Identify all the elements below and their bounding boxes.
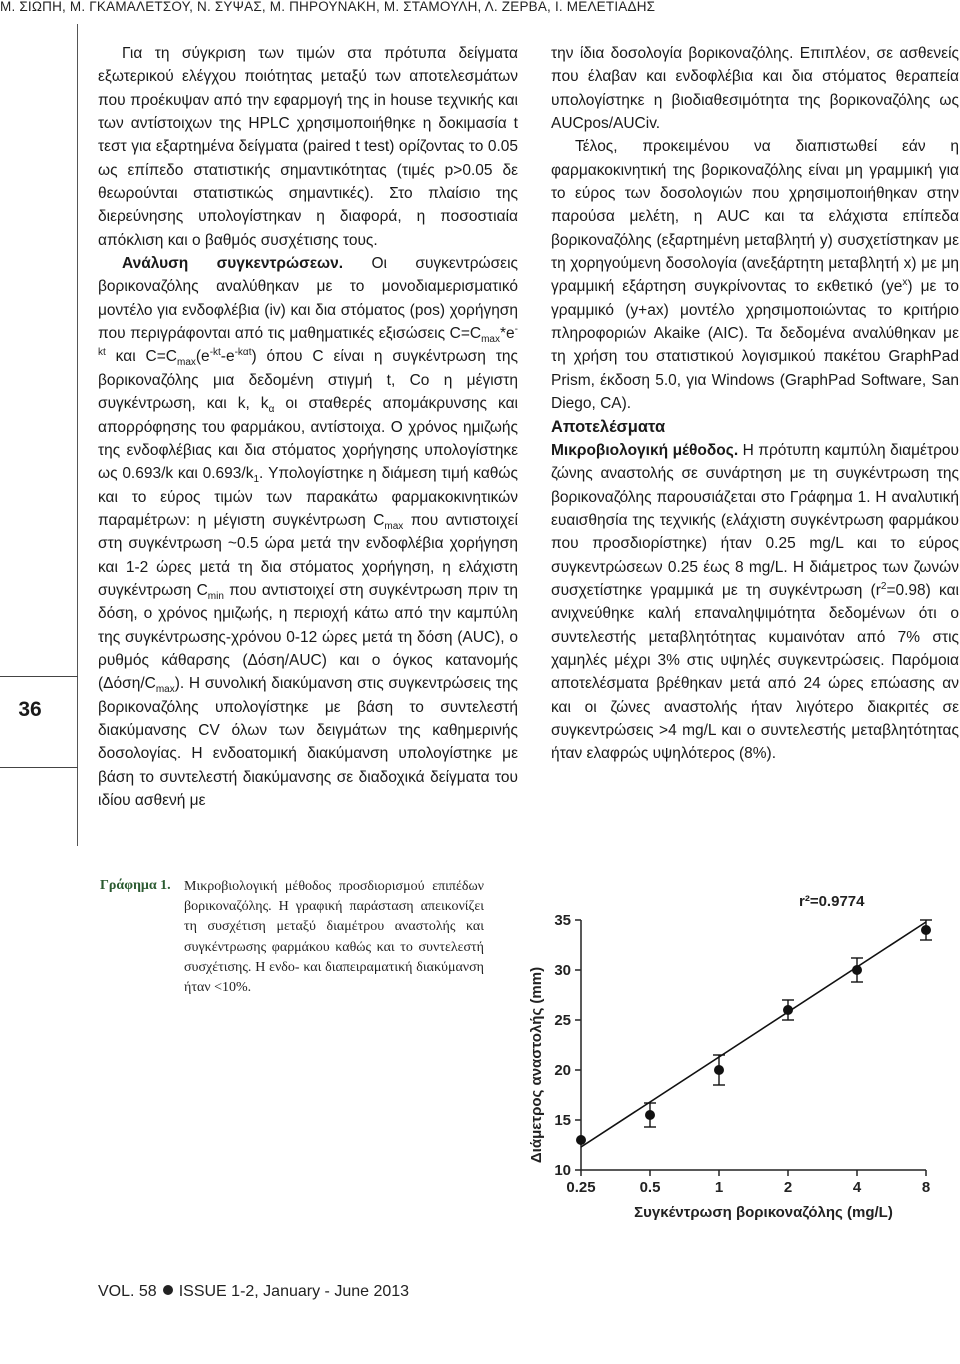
text-run: Οι συγκεντρώσεις βορικοναζόλης αναλύθηκαν με το μονοδιαμερισματικό μοντέλο για ενδοφλέβια (iv) και δια στόματος (pos) χορήγηση που περιγράφονται από τις μαθηματικές εξισώσεις C=C: [98, 255, 519, 343]
chart-zone-diameter: [516, 880, 946, 1240]
x-tick-label: 8: [921, 1179, 931, 1196]
superscript: 2: [880, 580, 887, 592]
data-point: [783, 1005, 793, 1015]
text-run: *e: [500, 325, 515, 343]
text-run: οι σταθερές απομάκρυνσης και απορρόφησης του φαρμάκου, αντίστοιχα. Ο χρόνος ημιζωής της ενδοφλέβιας και δια στόματος χορήγησης υπολογίστηκε ως 0.693/k και 0.693/k: [98, 395, 518, 483]
analysis-heading: Ανάλυση συγκεντρώσεων.: [122, 255, 344, 273]
text-run: =0.98) και ανιχνεύθηκε καλή επαναληψιμότητα δεδομένων ότι ο συντελεστής μεταβλητότητας κυμαινόταν από 7% στις χαμηλές μέχρι 3% στις υψηλές συγκεντρώσεις. Παρόμοια αποτελέσματα βρέθηκαν μετά από 24 ώρες επώασης αν και οι ζώνες αναστολής ήταν λιγότερο διακριτές σε συγκεντρώσεις >4 mg/L και ο συντελεστής μεταβλητότητας ήταν ελαφρώς υψηλότερος (8%).: [551, 581, 959, 763]
subscript: max: [155, 684, 175, 696]
footer: [98, 1283, 409, 1301]
footer-issue: ISSUE 1-2, January - June 2013: [178, 1283, 410, 1300]
text-run: . Υπολογίστηκε η διάμεση τιμή καθώς και το εύρος τιμών των παρακάτω φαρμακοκινητικών παραμέτρων: η μέγιστη συγκέντρωση C: [98, 465, 518, 529]
y-tick-label: 20: [554, 1062, 571, 1079]
x-tick-label: 2: [783, 1179, 793, 1196]
y-axis-label: Διάμετρος αναστολής (mm): [528, 966, 545, 1164]
x-tick-label: 1: [714, 1179, 724, 1196]
text-run: και C=C: [105, 348, 177, 366]
subscript: 1: [253, 474, 260, 486]
superscript: -kt: [98, 323, 518, 359]
running-header: Μ. ΣΙΩΠΗ, Μ. ΓΚΑΜΑΛΕΤΣΟΥ, Ν. ΣΥΨΑΣ, Μ. ΠΗΡΟΥΝΑΚΗ, Μ. ΣΤΑΜΟΥΛΗ, Λ. ΖΕΡΒΑ, Ι. ΜΕΛΕΤΙΑΔΗΣ: [0, 0, 656, 14]
x-tick-label: 0.5: [639, 1179, 661, 1196]
page-number-strip: [0, 676, 78, 768]
x-tick-label: 0.25: [566, 1179, 596, 1196]
text-run: ) όπου C είναι η συγκέντρωση της βορικοναζόλης μια δεδομένη στιγμή t, Co η μέγιστη συγκέντρωση, και k, k: [98, 348, 518, 413]
y-tick-label: 10: [554, 1162, 571, 1179]
data-point: [921, 925, 931, 935]
figure-caption: Μικροβιολογική μέθοδος προσδιορισμού επιπέδων βορικοναζόλης. Η γραφική παράσταση απεικονίζει τη συσχέτιση μεταξύ διαμέτρου αναστολής και συγκέντρωσης φαρμάκου καθώς και το συντελεστή συσχέτισης. Η ενδο- και διαπειραματική διακύμανση ήταν <10%.: [184, 879, 484, 996]
y-tick-label: 30: [554, 962, 571, 979]
page-number: 36: [18, 698, 42, 721]
text-run: ) με το γραμμικό (y+ax) μοντέλο χρησιμοποιώντας το κριτήριο πληροφοριών Akaike (AIC). Τα δεδομένα αναλύθηκαν με τη χρήση του στατιστικού λογισμικού πακέτου GraphPad Prism, έκδοση 5.0, για Windows (GraphPad Software, San Diego, CA).: [551, 278, 959, 413]
r-squared-annotation: r²=0.9774: [799, 893, 865, 910]
subscript: max: [176, 357, 196, 369]
paragraph-analysis: [98, 252, 518, 812]
fit-line: [581, 922, 926, 1147]
superscript: -kt: [209, 347, 221, 359]
left-column: [98, 42, 518, 812]
superscript: -kαt: [234, 347, 252, 359]
text-run: Τέλος, προκειμένου να διαπιστωθεί εάν η φαρμακοκινητική της βορικοναζόλης είναι μη γραμμική για το εύρος των δοσολογιών που χρησιμοποιήθηκαν στην παρούσα μελέτη, η AUC και τα ελάχιστα επίπεδα βορικοναζόλης (εξαρτημένη μεταβλητή y) συσχετίστηκαν με τη χορηγούμενη δοσολογία (ανεξάρτητη μεταβλητή x) με μη γραμμική εξάρτηση συγκρίνοντας το εκθετικό (ye: [551, 138, 959, 296]
subscript: max: [384, 520, 404, 532]
data-point: [576, 1135, 586, 1145]
paragraph-micro-method: [551, 439, 959, 766]
x-axis-label: Συγκέντρωση βορικοναζόλης (mg/L): [634, 1204, 893, 1221]
data-point: [714, 1065, 724, 1075]
x-tick-label: 4: [852, 1179, 862, 1196]
text-run: Η πρότυπη καμπύλη διαμέτρου ζώνης αναστολής σε συνάρτηση με τη συγκέντρωση της βορικοναζόλης παρουσιάζεται στο Γράφημα 1. Η αναλυτική ευαισθησία της τεχνικής (ελάχιστη συγκέντρωση φαρμάκου που προσδιορίστηκε) ήταν 0.25 mg/L και το εύρος συγκεντρώσεων 0.25 έως 8 mg/L. Η διάμετρος των ζωνών συσχετίστηκε γραμμικά με τη συγκέντρωση (r: [551, 441, 959, 599]
right-column: [551, 42, 959, 766]
data-point: [852, 965, 862, 975]
text-run: ). Η συνολική διακύμανση στις συγκεντρώσεις της βορικοναζόλης υπολογίστηκε με βάση το συντελεστή διακύμανσης CV όλων των δειγμάτων της καθημερινής δοσολογίας. Η ενδοατομική διακύμανση υπολογίστηκε με βάση το συντελεστή διακύμανσης σε διαδοχικά δείγματα του ιδίου ασθενή με: [98, 675, 518, 809]
y-tick-label: 25: [554, 1012, 571, 1029]
paragraph-stats: Για τη σύγκριση των τιμών στα πρότυπα δείγματα εξωτερικού ελέγχου ποιότητας μεταξύ των αποτελεσμάτων που προέκυψαν από την εφαρμογή της in house τεχνικής και των αντίστοιχων της HPLC χρησιμοποιήθηκε η δοκιμασία t τεστ για εξαρτημένα δείγματα (paired t test) ορίζοντας το 0.05 ως επίπεδο στατιστικής σημαντικότητας (τιμές p>0.05 δε θεωρούνται στατιστικώς σημαντικές). Στο πλαίσιο της διερεύνησης υπολογίστηκαν η διαφορά, η ποσοστιαία απόκλιση και ο βαθμός συσχέτισης τους.: [98, 45, 518, 249]
y-tick-label: 15: [554, 1112, 571, 1129]
text-run: (e: [195, 348, 210, 366]
bullet-icon: [163, 1285, 173, 1295]
results-heading: Αποτελέσματα: [551, 417, 666, 436]
data-point: [645, 1110, 655, 1120]
subscript: max: [481, 334, 500, 346]
text-run: που αντιστοιχεί στη συγκέντρωση ~0.5 ώρα μετά την ενδοφλέβια χορήγηση και 1-2 ώρες μετά τη δια στόματος χορήγηση, η ελάχιστη συγκέντρωση C: [98, 511, 518, 599]
footer-volume: VOL. 58: [98, 1283, 157, 1300]
subscript: α: [268, 404, 275, 416]
superscript: x: [902, 277, 908, 289]
y-tick-label: 35: [554, 912, 571, 929]
text-run: -e: [220, 348, 235, 366]
figure-label: Γράφημα 1.: [100, 878, 171, 893]
paragraph-nonlinear: [551, 135, 959, 415]
text-run: που αντιστοιχεί στη συγκέντρωση πριν τη δόση, ο χρόνος ημιζωής, η περιοχή κάτω από την καμπύλη της συγκέντρωσης-χρόνου 0-12 ώρες μετά τη δόση (AUC), ο ρυθμός κάθαρσης (Δόση/AUC) και ο όγκος κατανομής (Δόση/C: [98, 581, 518, 693]
subscript: min: [207, 591, 224, 602]
micro-heading: Μικροβιολογική μέθοδος.: [551, 441, 739, 459]
paragraph-bioavailability: την ίδια δοσολογία βορικοναζόλης. Επιπλέον, σε ασθενείς που έλαβαν και ενδοφλέβια και δια στόματος θεραπεία υπολογίστηκε η βιοδιαθεσιμότητα της βορικοναζόλης ως AUCpos/AUCiv.: [551, 45, 959, 133]
